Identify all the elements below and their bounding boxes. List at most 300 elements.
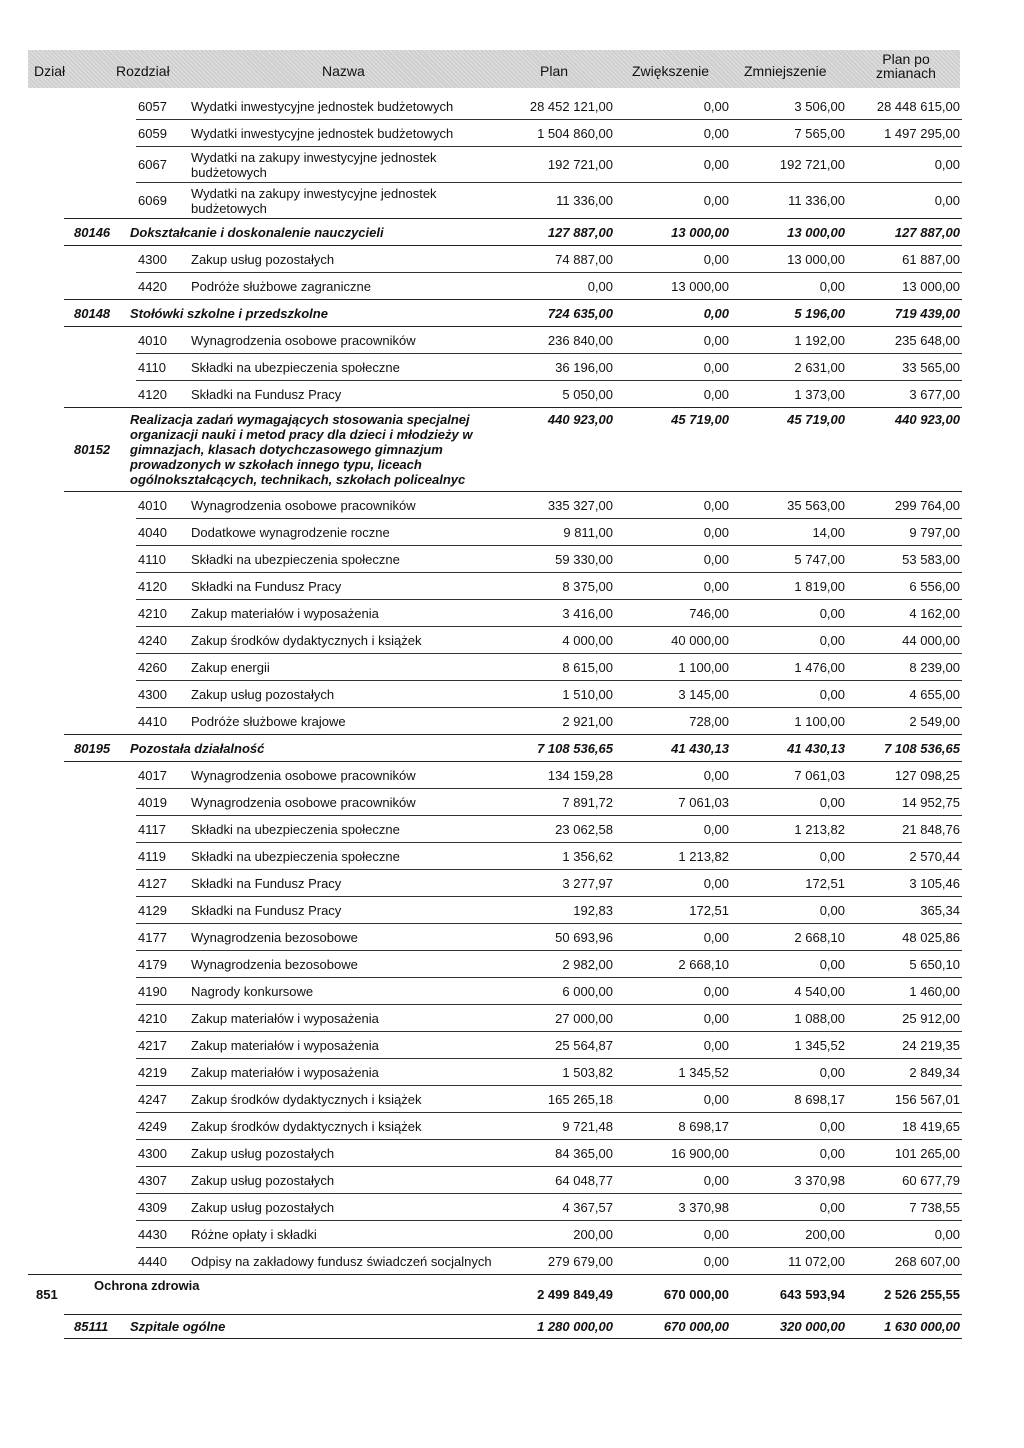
row-plan: 28 452 121,00 [529, 99, 613, 114]
row-zmniejszenie: 5 196,00 [794, 306, 845, 321]
header-plan-po-zmianach: Plan po zmianach [876, 51, 936, 81]
row-zwiekszenie: 0,00 [703, 306, 729, 321]
row-zmniejszenie: 0,00 [819, 606, 845, 621]
row-zwiekszenie: 728,00 [689, 714, 729, 729]
row-zmniejszenie: 1 476,00 [794, 660, 845, 675]
row-code: 4119 [138, 849, 166, 864]
row-name: Wydatki na zakupy inwestycyjne jednostek budżetowych [191, 186, 437, 216]
row-plan: 192,83 [573, 903, 613, 918]
row-name: Zakup usług pozostałych [191, 252, 335, 267]
row-code: 4300 [138, 1146, 167, 1161]
row-zwiekszenie: 1 345,52 [678, 1065, 729, 1080]
table-row [0, 327, 1024, 354]
table-row [0, 120, 1024, 147]
row-zmniejszenie: 172,51 [805, 876, 845, 891]
table-row [0, 681, 1024, 708]
row-zwiekszenie: 13 000,00 [671, 225, 729, 240]
row-name: Składki na ubezpieczenia społeczne [191, 360, 400, 375]
row-plan: 11 336,00 [556, 193, 613, 208]
row-code: 4300 [138, 252, 167, 267]
section-row [0, 408, 1024, 492]
section-row [0, 300, 1024, 327]
row-plan: 335 327,00 [547, 498, 613, 513]
table-row [0, 708, 1024, 735]
section-row [0, 1315, 1024, 1339]
row-plan: 9 811,00 [563, 525, 613, 540]
row-code: 4129 [138, 903, 167, 918]
table-row [0, 573, 1024, 600]
row-name: Wynagrodzenia bezosobowe [191, 930, 358, 945]
header-nazwa: Nazwa [322, 63, 365, 79]
row-name: Wynagrodzenia osobowe pracowników [191, 795, 416, 810]
row-code: 6067 [138, 157, 167, 172]
row-name: Zakup energii [191, 660, 270, 675]
row-plan-po-zmianach: 4 655,00 [909, 687, 960, 702]
row-zmniejszenie: 7 565,00 [794, 126, 845, 141]
row-code: 80195 [74, 741, 111, 756]
table-row [0, 1140, 1024, 1167]
row-plan-po-zmianach: 1 497 295,00 [884, 126, 960, 141]
row-plan-po-zmianach: 156 567,01 [894, 1092, 960, 1107]
row-plan-po-zmianach: 18 419,65 [902, 1119, 960, 1134]
table-row [0, 789, 1024, 816]
row-plan-po-zmianach: 101 265,00 [894, 1146, 960, 1161]
row-plan: 440 923,00 [547, 412, 613, 427]
header-plan: Plan [540, 63, 569, 79]
row-name: Ochrona zdrowia [94, 1278, 200, 1293]
row-plan: 1 280 000,00 [537, 1319, 613, 1334]
row-plan: 59 330,00 [555, 552, 613, 567]
row-plan-po-zmianach: 25 912,00 [902, 1011, 960, 1026]
row-plan: 724 635,00 [547, 306, 613, 321]
row-code: 4210 [138, 1011, 167, 1026]
row-zmniejszenie: 0,00 [819, 279, 845, 294]
row-code: 4217 [138, 1038, 167, 1053]
row-zwiekszenie: 0,00 [703, 1227, 729, 1242]
row-plan-po-zmianach: 53 583,00 [902, 552, 960, 567]
row-zwiekszenie: 8 698,17 [678, 1119, 729, 1134]
row-code: 4177 [138, 930, 167, 945]
row-code: 4110 [138, 552, 166, 567]
row-zmniejszenie: 1 373,00 [794, 387, 845, 402]
row-zmniejszenie: 45 719,00 [787, 412, 845, 427]
row-zwiekszenie: 40 000,00 [671, 633, 729, 648]
row-zwiekszenie: 7 061,03 [678, 795, 729, 810]
row-name: Odpisy na zakładowy fundusz świadczeń socjalnych [191, 1254, 492, 1269]
row-name: Składki na ubezpieczenia społeczne [191, 552, 400, 567]
row-code: 4019 [138, 795, 167, 810]
row-zmniejszenie: 1 192,00 [794, 333, 845, 348]
header-dzial: Dział [34, 63, 66, 79]
row-plan-po-zmianach: 1 630 000,00 [884, 1319, 960, 1334]
row-plan-po-zmianach: 127 887,00 [894, 225, 960, 240]
row-plan-po-zmianach: 7 108 536,65 [884, 741, 960, 756]
row-zwiekszenie: 0,00 [703, 387, 729, 402]
row-code: 4127 [138, 876, 167, 891]
row-name: Wynagrodzenia osobowe pracowników [191, 498, 416, 513]
row-zmniejszenie: 0,00 [819, 1200, 845, 1215]
row-zwiekszenie: 13 000,00 [671, 279, 729, 294]
row-name: Zakup materiałów i wyposażenia [191, 1038, 379, 1053]
row-zwiekszenie: 0,00 [703, 1173, 729, 1188]
row-plan-po-zmianach: 127 098,25 [894, 768, 960, 783]
row-zmniejszenie: 14,00 [812, 525, 845, 540]
row-plan: 1 503,82 [562, 1065, 613, 1080]
table-row [0, 1248, 1024, 1275]
row-plan: 1 510,00 [562, 687, 613, 702]
row-code: 4117 [138, 822, 166, 837]
row-plan: 27 000,00 [555, 1011, 613, 1026]
row-code: 6059 [138, 126, 167, 141]
table-row [0, 1167, 1024, 1194]
row-plan: 9 721,48 [562, 1119, 613, 1134]
row-zmniejszenie: 1 100,00 [794, 714, 845, 729]
row-name: Pozostała działalność [130, 741, 265, 756]
row-plan-po-zmianach: 9 797,00 [909, 525, 960, 540]
row-zwiekszenie: 0,00 [703, 126, 729, 141]
table-row [0, 147, 1024, 183]
row-code: 4240 [138, 633, 167, 648]
row-zmniejszenie: 1 088,00 [794, 1011, 845, 1026]
row-plan: 7 108 536,65 [537, 741, 613, 756]
table-row [0, 627, 1024, 654]
row-plan: 8 615,00 [562, 660, 613, 675]
row-code: 4017 [138, 768, 167, 783]
row-name: Zakup usług pozostałych [191, 1146, 335, 1161]
row-plan-po-zmianach: 299 764,00 [894, 498, 960, 513]
row-code: 4120 [138, 579, 167, 594]
row-plan-po-zmianach: 44 000,00 [902, 633, 960, 648]
row-plan: 64 048,77 [555, 1173, 613, 1188]
row-zmniejszenie: 2 668,10 [794, 930, 845, 945]
table-row [0, 870, 1024, 897]
table-row [0, 246, 1024, 273]
row-name: Zakup materiałów i wyposażenia [191, 606, 379, 621]
table-row [0, 654, 1024, 681]
row-code: 4210 [138, 606, 167, 621]
row-name: Stołówki szkolne i przedszkolne [130, 306, 328, 321]
row-zwiekszenie: 0,00 [703, 99, 729, 114]
row-plan-po-zmianach: 4 162,00 [909, 606, 960, 621]
row-zmniejszenie: 13 000,00 [787, 252, 845, 267]
row-plan: 6 000,00 [562, 984, 613, 999]
row-plan: 74 887,00 [555, 252, 613, 267]
row-plan-po-zmianach: 440 923,00 [894, 412, 960, 427]
row-code: 80152 [74, 442, 111, 457]
row-name: Wydatki inwestycyjne jednostek budżetowych [191, 99, 454, 114]
table-row [0, 762, 1024, 789]
table-row [0, 546, 1024, 573]
row-name: Podróże służbowe krajowe [191, 714, 346, 729]
row-name: Zakup środków dydaktycznych i książek [191, 1092, 422, 1107]
table-row [0, 273, 1024, 300]
row-plan-po-zmianach: 14 952,75 [902, 795, 960, 810]
table-row [0, 492, 1024, 519]
row-name: Składki na ubezpieczenia społeczne [191, 849, 400, 864]
row-plan: 23 062,58 [555, 822, 613, 837]
row-zwiekszenie: 3 145,00 [678, 687, 729, 702]
row-zwiekszenie: 41 430,13 [671, 741, 729, 756]
row-plan-po-zmianach: 1 460,00 [909, 984, 960, 999]
row-zwiekszenie: 1 100,00 [678, 660, 729, 675]
row-plan-po-zmianach: 5 650,10 [909, 957, 960, 972]
table-row [0, 1032, 1024, 1059]
row-plan: 1 356,62 [562, 849, 613, 864]
table-row [0, 381, 1024, 408]
row-zmniejszenie: 0,00 [819, 849, 845, 864]
row-plan-po-zmianach: 21 848,76 [902, 822, 960, 837]
row-plan-po-zmianach: 268 607,00 [894, 1254, 960, 1269]
row-zwiekszenie: 0,00 [703, 876, 729, 891]
row-zmniejszenie: 2 631,00 [794, 360, 845, 375]
header-zwiekszenie: Zwiększenie [632, 63, 710, 79]
row-plan: 2 921,00 [562, 714, 613, 729]
row-plan-po-zmianach: 8 239,00 [909, 660, 960, 675]
row-plan: 0,00 [587, 279, 613, 294]
row-code: 851 [36, 1287, 58, 1302]
row-name: Składki na Fundusz Pracy [191, 387, 342, 402]
row-name: Podróże służbowe zagraniczne [191, 279, 371, 294]
row-zmniejszenie: 1 213,82 [794, 822, 845, 837]
row-name: Szpitale ogólne [130, 1319, 226, 1334]
row-plan-po-zmianach: 7 738,55 [909, 1200, 960, 1215]
row-zmniejszenie: 0,00 [819, 795, 845, 810]
row-zwiekszenie: 0,00 [703, 498, 729, 513]
row-plan: 25 564,87 [555, 1038, 613, 1053]
row-plan-po-zmianach: 61 887,00 [902, 252, 960, 267]
row-plan-po-zmianach: 6 556,00 [909, 579, 960, 594]
table-row [0, 1194, 1024, 1221]
row-zwiekszenie: 0,00 [703, 552, 729, 567]
row-zwiekszenie: 670 000,00 [663, 1319, 729, 1334]
row-code: 4010 [138, 333, 167, 348]
row-name: Wynagrodzenia osobowe pracowników [191, 768, 416, 783]
row-zmniejszenie: 7 061,03 [794, 768, 845, 783]
row-name: Składki na Fundusz Pracy [191, 903, 342, 918]
row-code: 6069 [138, 193, 167, 208]
row-plan-po-zmianach: 28 448 615,00 [876, 99, 960, 114]
row-zwiekszenie: 1 213,82 [678, 849, 729, 864]
section-row [0, 219, 1024, 246]
row-plan-po-zmianach: 33 565,00 [902, 360, 960, 375]
row-zmniejszenie: 5 747,00 [794, 552, 845, 567]
row-name: Wynagrodzenia bezosobowe [191, 957, 358, 972]
row-zwiekszenie: 0,00 [703, 333, 729, 348]
row-zwiekszenie: 0,00 [703, 1011, 729, 1026]
row-code: 4190 [138, 984, 167, 999]
row-zwiekszenie: 0,00 [703, 1254, 729, 1269]
row-zwiekszenie: 45 719,00 [671, 412, 729, 427]
row-name: Różne opłaty i składki [191, 1227, 317, 1242]
row-plan: 2 982,00 [562, 957, 613, 972]
row-zmniejszenie: 200,00 [805, 1227, 845, 1242]
row-plan-po-zmianach: 0,00 [934, 157, 960, 172]
row-zmniejszenie: 0,00 [819, 1146, 845, 1161]
table-row [0, 519, 1024, 546]
row-plan-po-zmianach: 24 219,35 [902, 1038, 960, 1053]
row-divider [64, 1338, 962, 1339]
row-zwiekszenie: 172,51 [689, 903, 729, 918]
table-row [0, 897, 1024, 924]
row-code: 80148 [74, 306, 111, 321]
row-zmniejszenie: 4 540,00 [794, 984, 845, 999]
row-plan: 36 196,00 [555, 360, 613, 375]
row-name: Zakup środków dydaktycznych i książek [191, 633, 422, 648]
row-plan: 236 840,00 [547, 333, 613, 348]
row-name: Zakup materiałów i wyposażenia [191, 1065, 379, 1080]
row-name: Wynagrodzenia osobowe pracowników [191, 333, 416, 348]
row-plan: 200,00 [573, 1227, 613, 1242]
row-code: 4110 [138, 360, 166, 375]
row-name: Dodatkowe wynagrodzenie roczne [191, 525, 390, 540]
row-zwiekszenie: 0,00 [703, 930, 729, 945]
row-zwiekszenie: 0,00 [703, 252, 729, 267]
row-zwiekszenie: 16 900,00 [671, 1146, 729, 1161]
row-zmniejszenie: 1 819,00 [794, 579, 845, 594]
row-plan-po-zmianach: 13 000,00 [902, 279, 960, 294]
row-zwiekszenie: 0,00 [703, 579, 729, 594]
row-plan-po-zmianach: 60 677,79 [902, 1173, 960, 1188]
row-plan: 165 265,18 [547, 1092, 613, 1107]
row-zwiekszenie: 0,00 [703, 768, 729, 783]
row-code: 4040 [138, 525, 167, 540]
row-plan: 2 499 849,49 [537, 1287, 613, 1302]
table-row [0, 1086, 1024, 1113]
row-zmniejszenie: 0,00 [819, 1065, 845, 1080]
row-name: Wydatki na zakupy inwestycyjne jednostek budżetowych [191, 150, 437, 180]
table-row [0, 1005, 1024, 1032]
row-zmniejszenie: 320 000,00 [779, 1319, 845, 1334]
row-name: Składki na ubezpieczenia społeczne [191, 822, 400, 837]
row-zwiekszenie: 0,00 [703, 984, 729, 999]
row-code: 4309 [138, 1200, 167, 1215]
row-code: 4307 [138, 1173, 167, 1188]
row-name: Składki na Fundusz Pracy [191, 579, 342, 594]
row-plan-po-zmianach: 235 648,00 [894, 333, 960, 348]
row-plan: 84 365,00 [555, 1146, 613, 1161]
row-zwiekszenie: 0,00 [703, 360, 729, 375]
row-zwiekszenie: 0,00 [703, 193, 729, 208]
row-zmniejszenie: 3 506,00 [794, 99, 845, 114]
row-zmniejszenie: 1 345,52 [794, 1038, 845, 1053]
row-name: Wydatki inwestycyjne jednostek budżetowych [191, 126, 454, 141]
row-plan-po-zmianach: 365,34 [920, 903, 960, 918]
row-name: Zakup środków dydaktycznych i książek [191, 1119, 422, 1134]
row-zwiekszenie: 0,00 [703, 822, 729, 837]
row-plan: 4 367,57 [562, 1200, 613, 1215]
row-plan-po-zmianach: 48 025,86 [902, 930, 960, 945]
table-row [0, 1059, 1024, 1086]
row-zwiekszenie: 3 370,98 [678, 1200, 729, 1215]
row-zwiekszenie: 2 668,10 [678, 957, 729, 972]
row-name: Zakup usług pozostałych [191, 1173, 335, 1188]
row-name: Zakup usług pozostałych [191, 687, 335, 702]
row-plan-po-zmianach: 0,00 [934, 193, 960, 208]
row-plan: 1 504 860,00 [537, 126, 613, 141]
row-plan-po-zmianach: 2 849,34 [909, 1065, 960, 1080]
row-zwiekszenie: 0,00 [703, 157, 729, 172]
row-zwiekszenie: 670 000,00 [663, 1287, 729, 1302]
row-zmniejszenie: 11 336,00 [788, 193, 845, 208]
row-code: 4410 [138, 714, 167, 729]
row-plan: 192 721,00 [547, 157, 613, 172]
row-code: 4249 [138, 1119, 167, 1134]
table-row [0, 600, 1024, 627]
row-zmniejszenie: 41 430,13 [787, 741, 845, 756]
row-code: 6057 [138, 99, 167, 114]
row-code: 80146 [74, 225, 111, 240]
row-plan-po-zmianach: 2 526 255,55 [884, 1287, 960, 1302]
row-zwiekszenie: 746,00 [689, 606, 729, 621]
row-name: Nagrody konkursowe [191, 984, 314, 999]
row-plan: 3 416,00 [562, 606, 613, 621]
row-name: Zakup usług pozostałych [191, 1200, 335, 1215]
row-plan: 8 375,00 [562, 579, 613, 594]
row-zmniejszenie: 3 370,98 [794, 1173, 845, 1188]
table-row [0, 951, 1024, 978]
row-plan: 134 159,28 [547, 768, 613, 783]
table-row [0, 978, 1024, 1005]
row-zmniejszenie: 8 698,17 [794, 1092, 845, 1107]
row-zwiekszenie: 0,00 [703, 1092, 729, 1107]
row-code: 4300 [138, 687, 167, 702]
row-zmniejszenie: 11 072,00 [788, 1254, 845, 1269]
row-plan-po-zmianach: 0,00 [934, 1227, 960, 1242]
row-zmniejszenie: 0,00 [819, 633, 845, 648]
section-row [0, 735, 1024, 762]
row-plan: 127 887,00 [547, 225, 613, 240]
table-row [0, 924, 1024, 951]
row-zmniejszenie: 0,00 [819, 903, 845, 918]
row-code: 4010 [138, 498, 167, 513]
row-code: 4247 [138, 1092, 167, 1107]
row-name: Dokształcanie i doskonalenie nauczycieli [130, 225, 384, 240]
header-rozdzial: Rozdział [116, 63, 170, 79]
row-code: 4120 [138, 387, 167, 402]
row-plan-po-zmianach: 719 439,00 [894, 306, 960, 321]
row-zmniejszenie: 13 000,00 [787, 225, 845, 240]
row-plan-po-zmianach: 2 570,44 [909, 849, 960, 864]
row-plan-po-zmianach: 3 105,46 [909, 876, 960, 891]
row-zmniejszenie: 35 563,00 [787, 498, 845, 513]
row-zmniejszenie: 192 721,00 [779, 157, 845, 172]
row-zmniejszenie: 0,00 [819, 687, 845, 702]
table-row [0, 93, 1024, 120]
row-plan-po-zmianach: 3 677,00 [909, 387, 960, 402]
row-name: Zakup materiałów i wyposażenia [191, 1011, 379, 1026]
row-code: 85111 [74, 1319, 109, 1334]
table-row [0, 1113, 1024, 1140]
row-code: 4219 [138, 1065, 167, 1080]
row-name: Składki na Fundusz Pracy [191, 876, 342, 891]
table-row [0, 354, 1024, 381]
table-row [0, 843, 1024, 870]
row-code: 4179 [138, 957, 167, 972]
row-zwiekszenie: 0,00 [703, 1038, 729, 1053]
row-code: 4440 [138, 1254, 167, 1269]
row-plan-po-zmianach: 2 549,00 [909, 714, 960, 729]
row-zwiekszenie: 0,00 [703, 525, 729, 540]
row-plan: 50 693,96 [555, 930, 613, 945]
row-plan: 279 679,00 [547, 1254, 613, 1269]
row-zmniejszenie: 0,00 [819, 1119, 845, 1134]
row-plan: 7 891,72 [562, 795, 613, 810]
table-row [0, 1221, 1024, 1248]
row-code: 4260 [138, 660, 167, 675]
row-zmniejszenie: 0,00 [819, 957, 845, 972]
row-plan: 5 050,00 [562, 387, 613, 402]
row-code: 4420 [138, 279, 167, 294]
